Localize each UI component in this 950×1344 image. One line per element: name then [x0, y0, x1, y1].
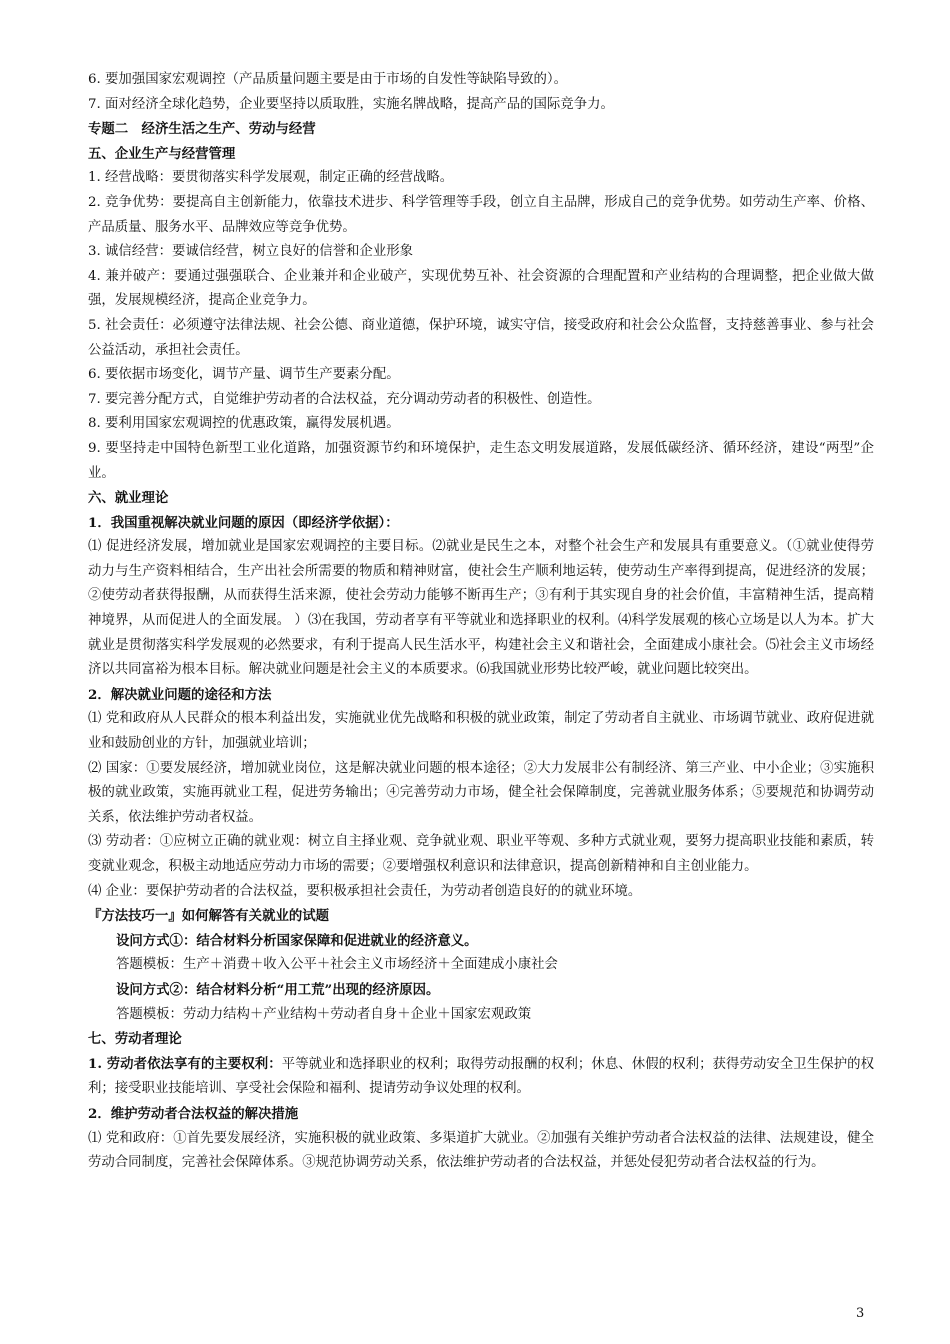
- enterprise-item-5: 5. 社会责任：必须遵守法律法规、社会公德、商业道德，保护环境，诚实守信，接受政府和社会公众监督，支持慈善事业、参与社会公益活动，承担社会责任。: [88, 317, 874, 358]
- enterprise-item-9: 9. 要坚持走中国特色新型工业化道路，加强资源节约和环境保护，走生态文明发展道路，发展低碳经济、循环经济，建设“两型”企业。: [88, 440, 874, 481]
- answer-template-2: 答题模板：劳动力结构＋产业结构＋劳动者自身＋企业＋国家宏观政策: [116, 1006, 532, 1022]
- section-heading-labor: 七、劳动者理论: [88, 1031, 182, 1048]
- employment-approach-3: ⑶ 劳动者：①应树立正确的就业观：树立自主择业观、竞争就业观、职业平等观、多种方式就业观，要努力提高职业技能和素质，转变就业观念，积极主动地适应劳动力市场的需要；②要增强权利意识和法律意识，提高创新精神和自主创业能力。: [88, 834, 874, 874]
- labor-subheading-2: 2．维护劳动者合法权益的解决措施: [88, 1105, 299, 1122]
- employment-reasons-paragraph: ⑴ 促进经济发展，增加就业是国家宏观调控的主要目标。⑵就业是民生之本，对整个社会生产和发展具有重要意义。（①就业使得劳动力与生产资料相结合，生产出社会所需要的物质和精神财富，使社会生产顺利地运转，使劳动生产率得到提高，促进经济的发展；②使劳动者获得报酬，从而获得生活来源，使社会劳动力能够不断再生产；③有利于其实现自身的社会价值，丰富精神生活，提高精神境界，从而促进人的全面发展。 ）⑶在我国，劳动者享有平等就业和选择职业的权利。⑷科学发展观的核心立场是以人为本。扩大就业是贯彻落实科学发展观的必然要求，有利于提高人民生活水平，构建社会主义和谐社会，全面建成小康社会。⑸社会主义市场经济以共同富裕为根本目标。解决就业问题是社会主义的本质要求。⑹我国就业形势比较严峻，就业问题比较突出。: [88, 539, 874, 678]
- enterprise-item-2: 2. 竞争优势：要提高自主创新能力，依靠技术进步、科学管理等手段，创立自主品牌，形成自己的竞争优势。如劳动生产率、价格、产品质量、服务水平、品牌效应等竞争优势。: [88, 194, 874, 235]
- paragraph-item-7-brand-strategy: 7. 面对经济全球化趋势，企业要坚持以质取胜，实施名牌战略，提高产品的国际竞争力。: [88, 96, 614, 112]
- labor-measures-1: ⑴ 党和政府：①首先要发展经济，实施积极的就业政策、多渠道扩大就业。②加强有关维护劳动者合法权益的法律、法规建设，健全劳动合同制度，完善社会保障体系。③规范协调劳动关系，依法维护劳动者的合法权益，并惩处侵犯劳动者合法权益的行为。: [88, 1130, 874, 1171]
- method-tip-heading: 『方法技巧一』如何解答有关就业的试题: [88, 908, 330, 925]
- enterprise-item-1: 1. 经营战略：要贯彻落实科学发展观，制定正确的经营战略。: [88, 170, 454, 186]
- employment-subheading-2: 2．解决就业问题的途径和方法: [88, 686, 272, 703]
- enterprise-item-3: 3. 诚信经营：要诚信经营，树立良好的信誉和企业形象: [88, 244, 414, 260]
- employment-subheading-1: 1．我国重视解决就业问题的原因（即经济学依据）：: [88, 514, 399, 531]
- page-number: 3: [856, 1306, 865, 1321]
- topic-heading: 专题二 经济生活之生产、劳动与经营: [88, 121, 316, 138]
- question-type-2: 设问方式②：结合材料分析“用工荒”出现的经济原因。: [116, 981, 440, 998]
- enterprise-item-8: 8. 要利用国家宏观调控的优惠政策，赢得发展机遇。: [88, 416, 400, 432]
- section-heading-enterprise: 五、企业生产与经营管理: [88, 145, 236, 162]
- labor-rights-text: 平等就业和选择职业的权利；取得劳动报酬的权利；休息、休假的权利；获得劳动安全卫生保护的权利；接受职业技能培训、享受社会保险和福利、提请劳动争议处理的权利。: [88, 1056, 875, 1097]
- question-type-1: 设问方式①：结合材料分析国家保障和促进就业的经济意义。: [116, 932, 478, 949]
- enterprise-item-4: 4. 兼并破产：要通过强强联合、企业兼并和企业破产，实现优势互补、社会资源的合理配置和产业结构的合理调整，把企业做大做强，发展规模经济，提高企业竞争力。: [88, 268, 874, 309]
- document-body: [88, 68, 874, 1176]
- employment-approach-1: ⑴ 党和政府从人民群众的根本利益出发，实施就业优先战略和积极的就业政策，制定了劳动者自主就业、市场调节就业、政府促进就业和鼓励创业的方针，加强就业培训；: [88, 711, 874, 752]
- enterprise-item-7: 7. 要完善分配方式，自觉维护劳动者的合法权益，充分调动劳动者的积极性、创造性。: [88, 391, 601, 407]
- enterprise-item-6: 6. 要依据市场变化，调节产量、调节生产要素分配。: [88, 367, 400, 383]
- section-heading-employment: 六、就业理论: [88, 490, 169, 507]
- employment-approach-2: ⑵ 国家：①要发展经济，增加就业岗位，这是解决就业问题的根本途径；②大力发展非公有制经济、第三产业、中小企业；③实施积极的就业政策，实施再就业工程，促进劳务输出；④完善劳动力市场，健全社会保障制度，完善就业服务体系；⑤要规范和协调劳动关系，依法维护劳动者权益。: [88, 760, 874, 825]
- paragraph-item-6-macro-control: 6. 要加强国家宏观调控（产品质量问题主要是由于市场的自发性等缺陷导致的）。: [88, 72, 568, 87]
- labor-rights-label: 1. 劳动者依法享有的主要权利：: [88, 1055, 282, 1072]
- labor-rights-paragraph: [88, 1052, 874, 1102]
- employment-approach-4: ⑷ 企业：要保护劳动者的合法权益，要积极承担社会责任，为劳动者创造良好的的就业环境。: [88, 883, 642, 899]
- answer-template-1: 答题模板：生产＋消费＋收入公平＋社会主义市场经济＋全面建成小康社会: [116, 957, 558, 973]
